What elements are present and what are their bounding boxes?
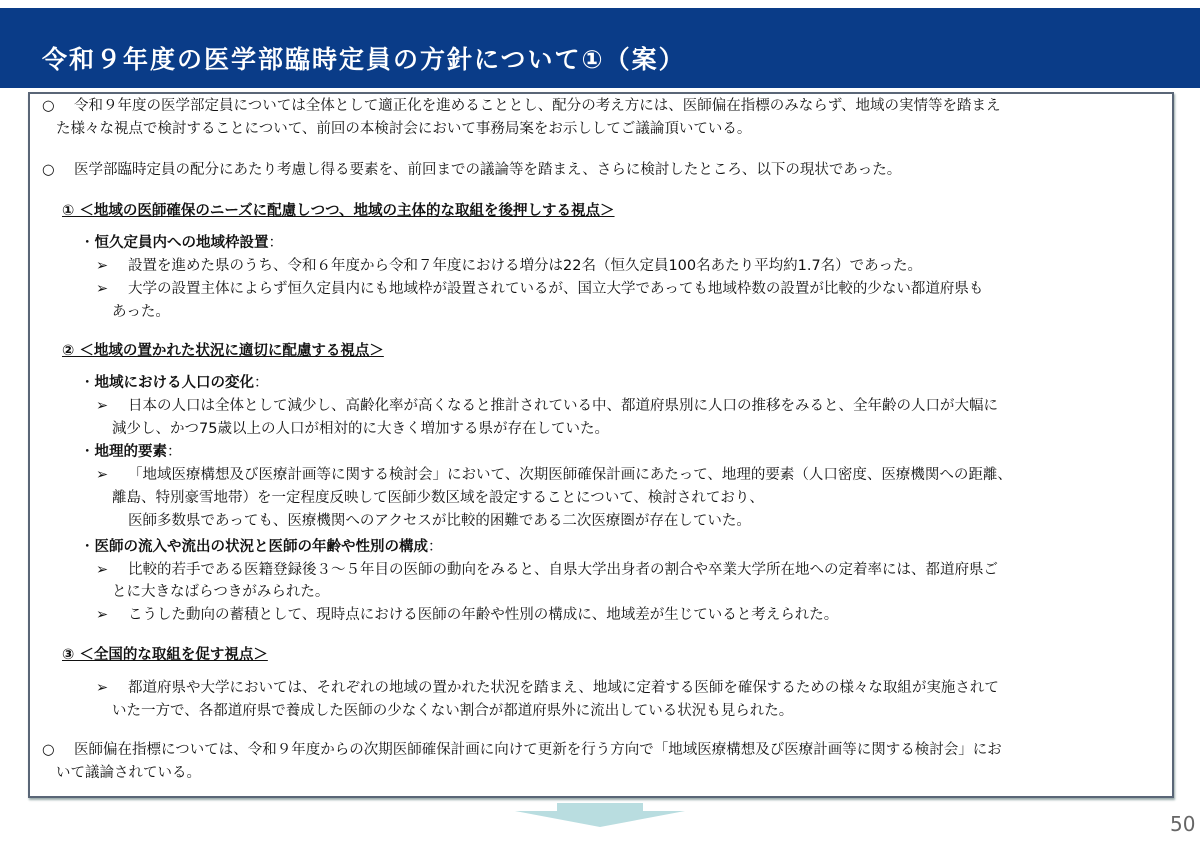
text: 都道府県や大学においては、それぞれの地域の置かれた状況を踏まえ、地域に定着する医師を確保するための様々な取組が実施されて [128,680,999,696]
s2-sub2-bullet-1-cont: 離島、特別豪雪地帯）を一定程度反映して医師少数区域を設定することについて、検討されており、 [112,490,764,506]
paragraph-2 [42,160,901,180]
s2-sub3-bullet-1 [96,560,998,580]
text: 大学の設置主体によらず恒久定員内にも地域枠が設置されているが、国立大学であっても地域枠数の設置が比較的少ない都道府県も [128,281,984,297]
text: 令和９年度の医学部定員については全体として適正化を進めることとし、配分の考え方には、医師偏在指標のみならず、地域の実情等を踏まえ [74,98,1001,114]
colon: ： [254,375,269,391]
paragraph-1-line-1 [42,96,1001,116]
text: 日本の人口は全体として減少し、高齢化率が高くなると推計されている中、都道府県別に人口の推移をみると、全年齢の人口が大幅に [128,398,998,414]
page-title: 令和９年度の医学部臨時定員の方針について①（案） [42,45,686,74]
s2-sub3-label [80,537,443,557]
text: 「地域医療構想及び医療計画等に関する検討会」において、次期医師確保計画にあたって、地理的要素（人口密度、医療機関への距離、 [128,467,1012,483]
paragraph-3-line-2: いて議論されている。 [56,765,201,781]
s3-bullet-1-cont: いた一方で、各都道府県で養成した医師の少なくない割合が都道府県外に流出している状況も見られた。 [112,703,794,719]
s2-sub1-label [80,373,269,393]
s3-bullet-1 [96,678,999,698]
s2-sub2-label [80,442,182,462]
down-arrow-icon [515,803,685,827]
arrow-bullet-icon: ➢ [96,398,109,414]
dot-icon: ・ [80,539,95,555]
s1-sub1-bullet-1 [96,256,922,276]
arrow-bullet-icon: ➢ [96,258,109,274]
label: 地域における人口の変化 [94,375,254,391]
dot-icon: ・ [80,444,95,460]
s2-sub3-bullet-2 [96,605,838,625]
header-band [0,8,1200,88]
arrow-bullet-icon: ➢ [96,680,109,696]
text: 比較的若手である医籍登録後３～５年目の医師の動向をみると、自県大学出身者の割合や卒業大学所在地への定着率には、都道府県ご [128,562,998,578]
colon: ： [268,235,283,251]
text: こうした動向の蓄積として、現時点における医師の年齢や性別の構成に、地域差が生じていると考えられた。 [128,607,839,623]
s2-sub2-bullet-1-cont2: 医師多数県であっても、医療機関へのアクセスが比較的困難である二次医療圏が存在していた。 [128,513,751,529]
section-3-heading: ③ ＜全国的な取組を促す視点＞ [62,647,268,663]
text: 医師偏在指標については、令和９年度からの次期医師確保計画に向けて更新を行う方向で「地域医療構想及び医療計画等に関する検討会」にお [74,742,1002,758]
text: 設置を進めた県のうち、令和６年度から令和７年度における増分は22名（恒久定員100名あたり平均約1.7名）であった。 [128,258,923,274]
page-number: 50 [1170,812,1196,836]
s2-sub1-bullet-1-cont: 減少し、かつ75歳以上の人口が相対的に大きく増加する県が存在していた。 [112,421,609,437]
arrow-bullet-icon: ➢ [96,467,109,483]
circle-bullet-icon: ○ [42,162,55,178]
s1-sub1-label [80,233,283,253]
label: 地理的要素 [94,444,167,460]
arrow-bullet-icon: ➢ [96,607,109,623]
arrow-bullet-icon: ➢ [96,562,109,578]
dot-icon: ・ [80,375,95,391]
s2-sub1-bullet-1 [96,396,998,416]
label: 医師の流入や流出の状況と医師の年齢や性別の構成 [94,539,428,555]
text: 医学部臨時定員の配分にあたり考慮し得る要素を、前回までの議論等を踏まえ、さらに検討したところ、以下の現状であった。 [74,162,902,178]
circle-bullet-icon: ○ [42,742,55,758]
circle-bullet-icon: ○ [42,98,55,114]
colon: ： [167,444,182,460]
section-1-heading: ① ＜地域の医師確保のニーズに配慮しつつ、地域の主体的な取組を後押しする視点＞ [62,203,615,219]
s1-sub1-bullet-2 [96,279,983,299]
arrow-bullet-icon: ➢ [96,281,109,297]
colon: ： [428,539,443,555]
s1-sub1-bullet-2-cont: あった。 [112,304,170,320]
paragraph-3-line-1 [42,740,1002,760]
dot-icon: ・ [80,235,95,251]
label: 恒久定員内への地域枠設置 [94,235,269,251]
s2-sub2-bullet-1 [96,465,1012,485]
paragraph-1-line-2: た様々な視点で検討することについて、前回の本検討会において事務局案をお示ししてご議論頂いている。 [56,121,752,137]
section-2-heading: ② ＜地域の置かれた状況に適切に配慮する視点＞ [62,343,384,359]
s2-sub3-bullet-1-cont: とに大きなばらつきがみられた。 [112,584,330,600]
